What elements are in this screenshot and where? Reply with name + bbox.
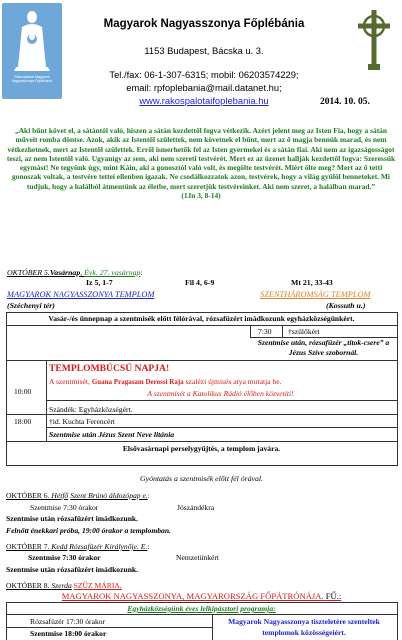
reading-second: Fil 4, 6-9 bbox=[185, 278, 215, 287]
celtic-cross-icon bbox=[356, 8, 392, 77]
rosary-swap-notice: Szentmise után, rózsafüzér „titok-csere” a Jézus Szíve szobornál. bbox=[257, 338, 390, 357]
parish-title: Magyarok Nagyasszonya Főplébánia bbox=[103, 18, 305, 30]
email-address: email: rpfoplebania@mail.datanet.hu; bbox=[126, 82, 282, 93]
church-right-name: SZENTHÁROMSÁG TEMPLOM bbox=[260, 290, 371, 299]
sunday-dayname: Vasárnap bbox=[49, 268, 81, 277]
mass-time-1000: 10:00 bbox=[14, 387, 32, 396]
issue-date: 2014. 10. 05. bbox=[320, 97, 370, 107]
wednesday-date: OKTÓBER 8. bbox=[6, 581, 50, 590]
monday-mass: Szentmise 7:30 órakor bbox=[30, 503, 99, 512]
litany-notice: Szentmise után Jézus Szent Neve litánia bbox=[49, 430, 175, 439]
tuesday-rosary: Szentmise után rózsafüzért imádkozunk. bbox=[6, 565, 139, 574]
tuesday-date: OKTÓBER 7. bbox=[6, 542, 50, 551]
wednesday-mass-time: Szentmise 18:00 órakor bbox=[30, 629, 107, 638]
mass-time-730: 7:30 bbox=[258, 327, 272, 336]
sunday-date: OKTÓBER 5. bbox=[7, 268, 50, 277]
radio-broadcast-notice: A szentmisét a Katolikus Rádió élőben közvetíti! bbox=[147, 389, 294, 398]
day-heading-tuesday bbox=[6, 542, 149, 551]
sunday-suffix: : bbox=[140, 268, 143, 277]
mass-intention-kuchta: †id. Kuchta Ferencért bbox=[49, 417, 115, 426]
wednesday-rosary-time: Rózsafüzér 17:30 órakor bbox=[30, 617, 106, 626]
monday-dayname: Hétfő bbox=[51, 491, 69, 500]
website-link[interactable]: www.rakospalotaifoplebania.hu bbox=[139, 95, 269, 106]
wednesday-dayname: Szerda bbox=[51, 581, 72, 590]
wednesday-intention: Magyarok Nagyasszonya tiszteletére szenteltek templomok közösségeiért. bbox=[228, 617, 380, 637]
scripture-quote bbox=[6, 126, 396, 200]
reading-gospel: Mt 21, 33-43 bbox=[291, 278, 333, 287]
collection-notice: Elsővasárnapi perselygyűjtés, a templom javára. bbox=[122, 444, 281, 453]
mass-intention-parents: †szülőkért bbox=[288, 327, 320, 336]
celebrant-notice-end: szalézi újmisés atya mutatja be. bbox=[185, 377, 282, 386]
celebrant-notice-start: A szentmisét, bbox=[49, 377, 90, 386]
monday-choir: Felnőtt énekkari próba, 19:00 órakor a templomban. bbox=[6, 526, 171, 535]
sunday-week: Évk. 27. vasárnap bbox=[84, 268, 141, 277]
church-right-location: (Kossuth u.) bbox=[326, 301, 366, 310]
wednesday-feast-title bbox=[6, 591, 397, 601]
rosary-notice: Vasár-/és ünnepnap a szentmisék előtt félórával, rózsafüzért imádkozunk egyházközségünkért. bbox=[48, 314, 355, 323]
wednesday-feast: SZŰZ MÁRIA, bbox=[73, 581, 122, 590]
church-left-location: (Széchenyi tér) bbox=[7, 301, 55, 310]
tuesday-saint: Rózsafüzér Királynője. E. bbox=[69, 542, 148, 551]
quote-reference: (1Jn 3, 8-14) bbox=[181, 191, 221, 201]
mass-intention-parish: Szándék: Egyházközségért. bbox=[49, 405, 133, 414]
sunday-heading: OKTÓBER 5.Vasárnap, Évk. 27. vasárnap: bbox=[7, 268, 143, 277]
monday-intention: Jószándékra bbox=[177, 503, 215, 512]
wednesday-rank: FŰ.: bbox=[325, 591, 342, 601]
day-heading-monday bbox=[6, 491, 150, 500]
phone-fax: Tel./fax: 06-1-307-6315; mobil: 06203574229; bbox=[109, 69, 299, 80]
church-left-name: MAGYAROK NAGYASSZONYA TEMPLOM bbox=[7, 290, 155, 299]
parish-logo bbox=[2, 3, 62, 99]
quote-text: „Aki bűnt követ el, a sátántól való, hiszen a sátán kezdettől fogva vétkezik. Azért jelent meg az Isten Fia, hogy a sátán műveit romba döntse. Azok, akik az Istentől születtek, nem követnek el bűnt, mert az ő magja bennük marad, és nem vétkezhetnek, mert az Istentől születtek. Erről ismerhetők fel az Isten gyermekei és a sátán fiai. Aki nem az igazságosságot teszi, az nem Istentől való. Ugyanígy az sem, aki nem szereti testvérét. Mert ez az üzenet hallják kezdettől fogva: Szeressük egymást! Ne tegyünk úgy, mint Káin, aki a gonosztól való volt, és megölte testvérét. Miért ölte meg? Mert az ő tetti gonoszak voltak, a testvére tettei ellenben igazak. Ne csodálkozzatok azon, testvérek, hogy a világ gyűlöl benneteket. Mi tudjuk, hogy a halálból átmentünk az életbe, mert szeretjük testvéreinket. Aki nem szeret, a halálban marad.” bbox=[6, 126, 396, 191]
tuesday-mass: Szentmise 7:30 órakor bbox=[28, 553, 101, 562]
tuesday-dayname: Kedd bbox=[51, 542, 68, 551]
celebrant-notice bbox=[49, 377, 394, 386]
monday-rosary: Szentmise után rózsafüzért imádkozunk. bbox=[6, 514, 139, 523]
tuesday-intention: Nemzetünkért bbox=[176, 553, 220, 562]
monday-date: OKTÓBER 6. bbox=[6, 491, 50, 500]
reading-first: Iz 5, 1-7 bbox=[86, 278, 113, 287]
address: 1153 Budapest, Bácska u. 3. bbox=[144, 45, 264, 56]
monday-saint: Szent Brúnó áldozópap e. bbox=[70, 491, 148, 500]
mass-time-1800: 18:00 bbox=[14, 417, 32, 426]
celebrant-name: Guana Pragasam Derossi Raja bbox=[91, 378, 184, 386]
logo-caption: Rákospalotai Magyarok Nagyasszonya Főplébánia bbox=[12, 75, 52, 84]
wednesday-feast-title-text: MAGYAROK NAGYASSZONYA, MAGYARORSZÁG FŐPÁTRÓNÁJA. bbox=[61, 591, 324, 601]
tuesday-suffix: : bbox=[147, 542, 150, 551]
feast-day-banner: TEMPLOMBÚCSÚ NAPJA! bbox=[49, 363, 170, 374]
confession-notice: Gyóntatás a szentmisék előtt fél órával. bbox=[140, 474, 263, 483]
monday-suffix: : bbox=[147, 491, 150, 500]
madonna-statue-icon bbox=[2, 3, 62, 73]
parish-program-notice: Egyházközségünk éves lelkipásztori programja: bbox=[127, 604, 276, 613]
day-heading-wednesday bbox=[6, 581, 122, 590]
